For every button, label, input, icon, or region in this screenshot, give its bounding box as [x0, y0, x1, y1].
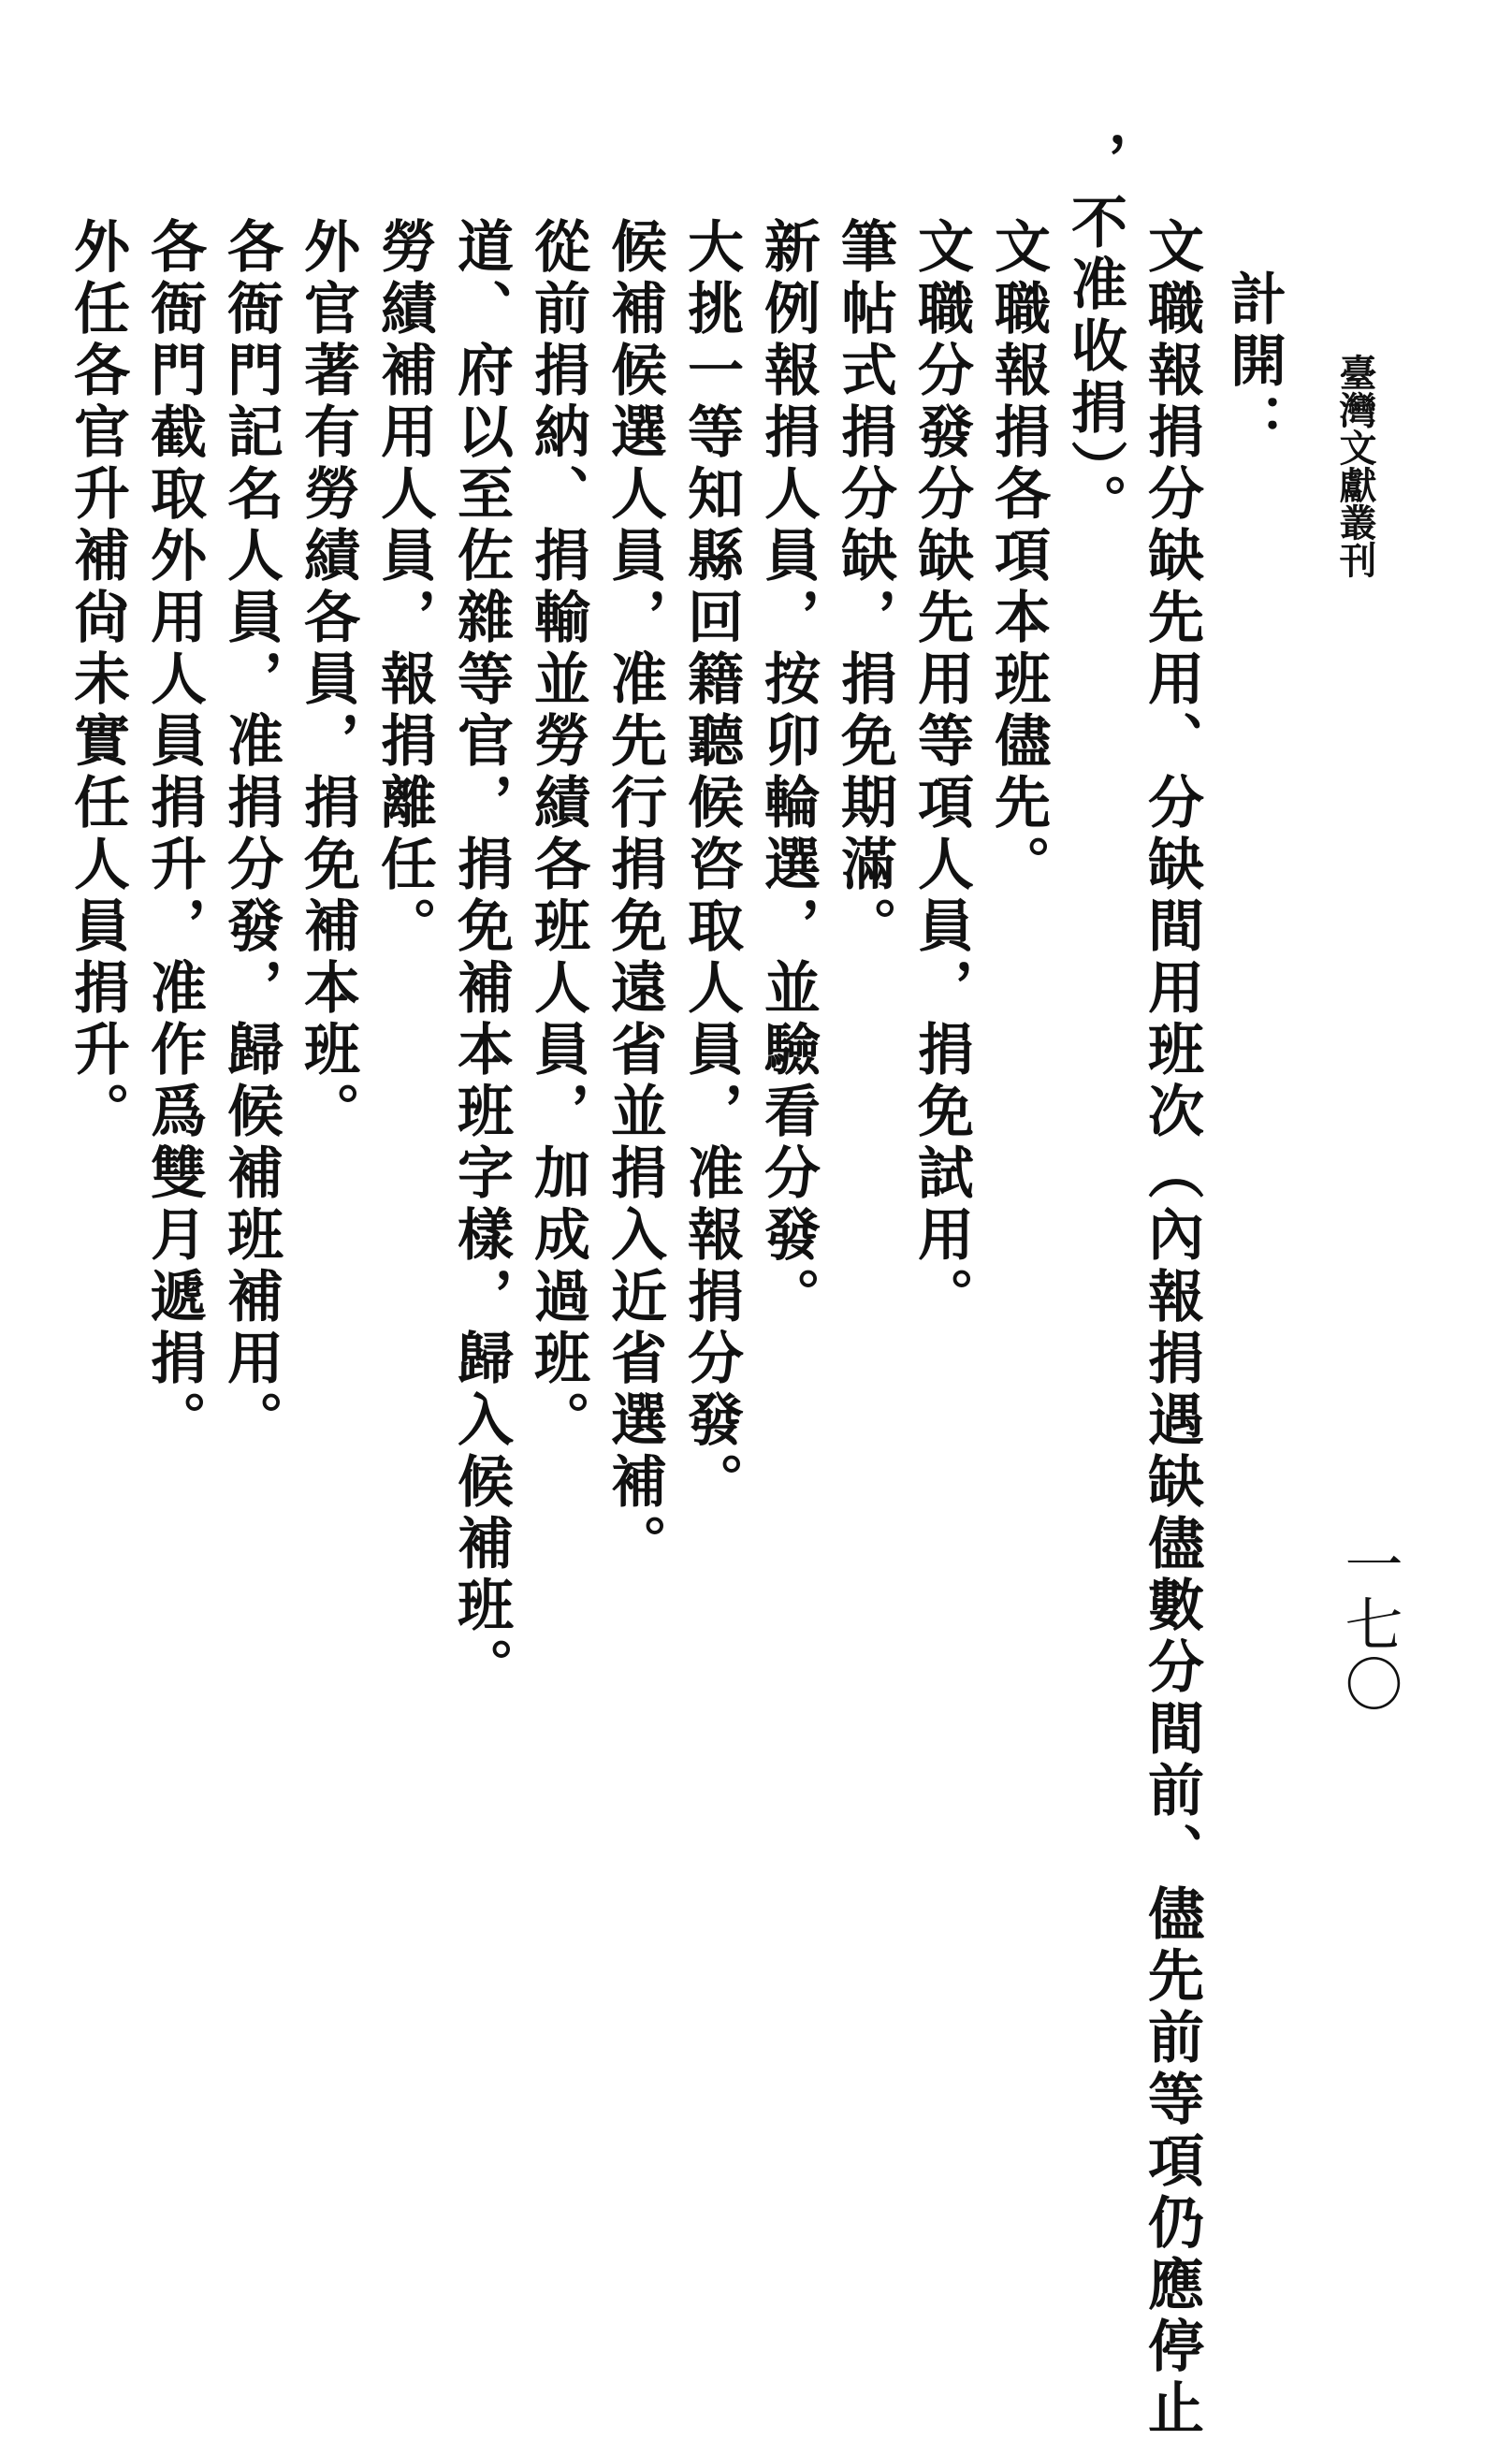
text-column-12: 外官著有勞績各員，捐免補本班。: [295, 217, 360, 1143]
text-column-15: 外任各官升補尙未實任人員捐升。: [65, 217, 130, 1143]
text-column-9: 從前捐納、捐輸並勞績各班人員，加成過班。: [525, 217, 590, 1452]
text-column-13: 各衙門記名人員，准捐分發，歸候補班補用。: [218, 217, 284, 1452]
page-number: 一七〇: [1335, 1534, 1403, 1714]
text-column-14: 各衙門截取外用人員捐升，准作爲雙月遞捐。: [141, 217, 207, 1452]
text-column-10: 道、府以至佐雜等官，捐免補本班字樣，歸入候補班。: [448, 217, 514, 1699]
text-column-2: ，不准收捐）。: [1062, 131, 1127, 535]
running-header-title: 臺灣文獻叢刊: [1333, 354, 1377, 578]
text-column-4: 文職分發分缺先用等項人員，捐免試用。: [909, 217, 974, 1329]
text-column-11: 勞績補用人員，報捐離任。: [371, 217, 437, 958]
text-column-3: 文職報捐各項本班儘先。: [985, 217, 1051, 896]
section-heading: 計開：: [1221, 269, 1287, 455]
text-column-8: 候補候選人員，准先行捐免遠省並捐入近省選補。: [602, 217, 667, 1576]
text-column-7: 大挑一等知縣回籍聽候咨取人員，准報捐分發。: [678, 217, 744, 1514]
text-column-5: 筆帖式捐分缺，捐免期滿。: [832, 217, 897, 958]
text-column-6: 新例報捐人員，按卯輪選，並驗看分發。: [755, 217, 821, 1329]
text-column-1: 文職報捐分缺先用、分缺間用班次（內報捐遇缺儘數分間前、儘先前等項仍應停止: [1139, 217, 1204, 2440]
